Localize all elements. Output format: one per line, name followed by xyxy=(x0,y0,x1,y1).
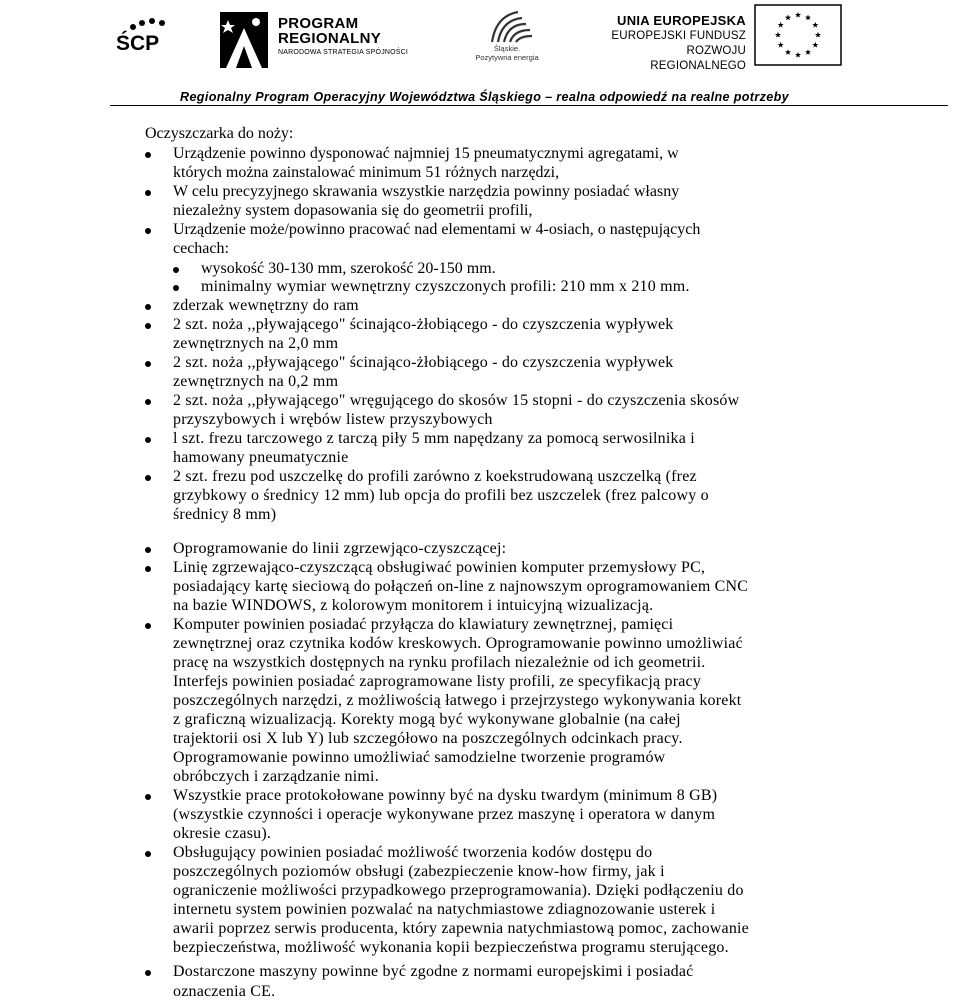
section2-line: obróbczych i zarządzanie nimi. xyxy=(173,768,379,785)
scp-logo xyxy=(112,12,182,68)
section3-line: Dostarczone maszyny powinne być zgodne z normami europejskimi i posiadać xyxy=(173,963,694,980)
section1-line: W celu precyzyjnego skrawania wszystkie narzędzia powinny posiadać własny xyxy=(173,183,680,200)
section2-line: Komputer powinien posiadać przyłącza do klawiatury zewnętrznej, pamięci xyxy=(173,616,674,633)
section2-line: okresie czasu). xyxy=(173,825,272,842)
section2-line: pracę na wszystkich dostępnych na rynku profilach niezależnie od ich geometrii. xyxy=(173,654,706,671)
bullet xyxy=(145,547,151,553)
section1-line: 2 szt. frezu pod uszczelkę do profili zarówno z koekstrudowaną uszczelką (frez xyxy=(173,468,697,485)
section2-line: Obsługujący powinien posiadać możliwość tworzenia kodów dostępu do xyxy=(173,844,653,861)
scp-logo-text: ŚCP xyxy=(116,32,160,55)
section1-line: zewnętrznych na 0,2 mm xyxy=(173,373,339,390)
bullet xyxy=(173,267,179,273)
section2-line: posiadający kartę sieciową do połączeń on-line z najnowszym oprogramowaniem CNC xyxy=(173,578,749,595)
section1-line: 2 szt. noża ,,pływającego" ścinająco-żłobiącego - do czyszczenia wypływek xyxy=(173,354,674,371)
section2-line: (wszystkie czynności i operacje wykonywane przez maszynę i operatora w danym xyxy=(173,806,716,823)
section1-line: minimalny wymiar wewnętrzny czyszczonych profili: 210 mm x 210 mm. xyxy=(201,278,690,295)
program-title-line2: REGIONALNY xyxy=(278,30,382,47)
bullet xyxy=(145,399,151,405)
section2-line: Interfejs powinien posiadać zaprogramowane listy profili, ze specyfikacją pracy xyxy=(173,673,702,690)
eu-flag-icon xyxy=(754,4,842,66)
bullet xyxy=(145,361,151,367)
eu-logo-text xyxy=(588,13,746,74)
bullet xyxy=(145,623,151,629)
header-divider xyxy=(110,105,948,106)
section2-line: awarii poprzez serwis producenta, który zapewnia natychmiastową pomoc, zachowanie xyxy=(173,920,749,937)
bullet xyxy=(145,228,151,234)
program-regionalny-emblem-icon xyxy=(218,6,270,70)
section2-line: Linię zgrzewająco-czyszczącą obsługiwać powinien komputer przemysłowy PC, xyxy=(173,559,706,576)
section1-line: 2 szt. noża ,,pływającego" ścinająco-żłobiącego - do czyszczenia wypływek xyxy=(173,316,674,333)
section2-line: trajektorii osi X lub Y) lub szczegółowo na poszczególnych odcinkach pracy. xyxy=(173,730,683,747)
section2-line: Oprogramowanie do linii zgrzewjąco-czyszczącej: xyxy=(173,540,507,557)
bullet xyxy=(145,152,151,158)
program-regionalny-logo xyxy=(278,16,408,56)
header-logos xyxy=(0,0,960,80)
eu-line2: EUROPEJSKI FUNDUSZ xyxy=(611,30,746,42)
section1-line: Urządzenie może/powinno pracować nad elementami w 4-osiach, o następujących xyxy=(173,221,701,238)
section2-line: zewnętrznej oraz czytnika kodów kreskowych. Oprogramowanie powinno umożliwiać xyxy=(173,635,743,652)
eu-line3: ROZWOJU REGIONALNEGO xyxy=(650,45,746,72)
section2-line: na bazie WINDOWS, z kolorowym monitorem i intuicyjną wizualizacją. xyxy=(173,597,654,614)
section3-line: oznaczenia CE. xyxy=(173,983,276,1000)
bullet xyxy=(145,566,151,572)
section1-line: niezależny system dopasowania się do geometrii profili, xyxy=(173,202,533,219)
section2-line: poszczególnych poziomów obsługi (zabezpieczenie know-how firmy, jak i xyxy=(173,863,665,880)
section2-line: Wszystkie prace protokołowane powinny być na dysku twardym (minimum 8 GB) xyxy=(173,787,718,804)
section1-line: przyszybowych i wrębów listew przyszybowych xyxy=(173,411,493,428)
section2-line: Oprogramowanie powinno umożliwiać samodzielne tworzenie programów xyxy=(173,749,666,766)
section1-line: zderzak wewnętrzny do ram xyxy=(173,297,359,314)
program-title-line1: PROGRAM xyxy=(278,15,359,32)
bullet xyxy=(145,851,151,857)
section2-line: ograniczenie możliwości przypadkowego przeprogramowania). Dzięki podłączeniu do xyxy=(173,882,744,899)
section1-line: 2 szt. noża ,,pływającego" wręgującego do skosów 15 stopni - do czyszczenia skosów xyxy=(173,392,740,409)
section1-line: zewnętrznych na 2,0 mm xyxy=(173,335,339,352)
section1-line: cechach: xyxy=(173,240,229,257)
silesia-logo-text xyxy=(462,44,552,62)
bullet xyxy=(145,323,151,329)
section1-heading: Oczyszczarka do noży: xyxy=(145,125,294,142)
section1-line: l szt. frezu tarczowego z tarczą piły 5 mm napędzany za pomocą serwosilnika i xyxy=(173,430,695,447)
program-tagline: Regionalny Program Operacyjny Województwa Śląskiego – realna odpowiedź na realne potrzeby xyxy=(180,90,789,104)
silesia-name: Śląskie. xyxy=(493,44,521,53)
section1-line: Urządzenie powinno dysponować najmniej 15 pneumatycznymi agregatami, w xyxy=(173,145,679,162)
section1-line: grzybkowy o średnicy 12 mm) lub opcja do profili bez uszczelek (frez palcowy o xyxy=(173,487,709,504)
program-subtitle: NARODOWA STRATEGIA SPÓJNOŚCI xyxy=(278,49,409,56)
bullet xyxy=(145,304,151,310)
section2-line: poszczególnych narzędzi, z możliwością łatwego i przejrzystego wykonywania korekt xyxy=(173,692,742,709)
section2-line: z graficzną wizualizacją. Korekty mogą być wykonywane globalnie (na całej xyxy=(173,711,681,728)
section1-line: wysokość 30-130 mm, szerokość 20-150 mm. xyxy=(201,260,496,277)
section2-line: bezpieczeństwa, możliwość wykonania kopii bezpieczeństwa programu sterującego. xyxy=(173,939,729,956)
bullet xyxy=(145,794,151,800)
section1-line: których można zainstalować minimum 51 różnych narzędzi, xyxy=(173,164,560,181)
bullet xyxy=(145,475,151,481)
eu-line1: UNIA EUROPEJSKA xyxy=(617,13,746,28)
section1-line: hamowany pneumatycznie xyxy=(173,449,349,466)
bullet xyxy=(145,190,151,196)
section2-line: internetu system powinien pozwalać na natychmiastowe zdiagnozowanie usterek i xyxy=(173,901,716,918)
bullet xyxy=(145,970,151,976)
silesia-slogan: Pozytywna energia xyxy=(475,53,539,62)
bullet xyxy=(145,437,151,443)
scp-dots-icon xyxy=(128,18,168,32)
bullet xyxy=(173,285,179,291)
section1-line: średnicy 8 mm) xyxy=(173,506,277,523)
